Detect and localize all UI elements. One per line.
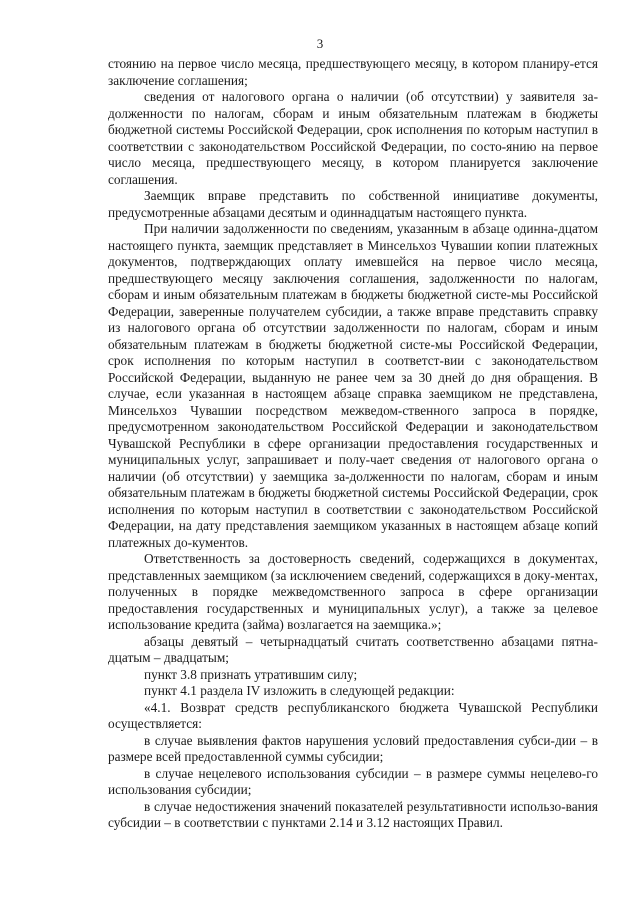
paragraph: пункт 4.1 раздела IV изложить в следующей редакции:	[144, 683, 455, 698]
paragraph: сведения от налогового органа о наличии (об отсутствии) у заявителя за-долженности по налогам, сборам и иным обязательным платежам в бюджеты бюджетной системы Российской Федерации, срок исполнения по которым наступил в соответствии с законодательством Российской Федерации, по состо-янию на первое число месяца, предшествующего месяцу, в котором планируется заключение соглашения.	[108, 89, 598, 187]
paragraph: При наличии задолженности по сведениям, указанным в абзаце одинна-дцатом настоящего пункта, заемщик представляет в Минсельхоз Чувашии копии платежных документов, подтверждающих оплату имевшейся на первое число месяца, предшествующего месяцу заключения соглашения, задолженности по налогам, сборам и иным обязательным платежам в бюджеты бюджетной систе-мы Российской Федерации, заверенные получателем субсидии, а также вправе представить справку из налогового органа об отсутствии задолженности по налогам, сборам и иным обязательным платежам в бюджеты бюджетной систе-мы Российской Федерации, срок исполнения по которым наступил в соответст-вии с законодательством Российской Федерации, выданную не ранее чем за 30 дней до дня обращения. В случае, если указанная в настоящем абзаце справка заемщиком не представлена, Минсельхоз Чувашии посредством межведом-ственного запроса в порядке, предусмотренном законодательством Российской Федерации и законодательством Чувашской Республики в сфере организации предоставления государственных и муниципальных услуг, запрашивает и полу-чает сведения от налогового органа о наличии (об отсутствии) у заемщика за-долженности по налогам, сборам и иным обязательным платежам в бюджеты бюджетной системы Российской Федерации, срок исполнения по которым наступил в соответствии с законодательством Российской Федерации, на дату представления заемщиком указанных в настоящем абзаце копий платежных до-кументов.	[108, 221, 598, 550]
document-body	[108, 56, 598, 832]
paragraph: пункт 3.8 признать утратившим силу;	[144, 666, 358, 682]
paragraph: в случае нецелевого использования субсидии – в размере суммы нецелево-го использования субсидии;	[108, 765, 598, 797]
paragraph: абзацы девятый – четырнадцатый считать соответственно абзацами пятна-дцатым – двадцатым;	[108, 633, 598, 665]
paragraph: «4.1. Возврат средств республиканского бюджета Чувашской Республики осуществляется:	[108, 699, 598, 731]
paragraph: Ответственность за достоверность сведений, содержащихся в документах, представленных заемщиком (за исключением сведений, содержащихся в доку-ментах, полученных в порядке межведомственного запроса в сфере организации предоставления государственных и муниципальных услуг), а также за целевое использование кредита (займа) возлагается на заемщика.»;	[108, 551, 598, 632]
paragraph: стоянию на первое число месяца, предшествующего месяцу, в котором планиру-ется заключение соглашения;	[108, 56, 598, 88]
paragraph: в случае недостижения значений показателей результативности использо-вания субсидии – в соответствии с пунктами 2.14 и 3.12 настоящих Правил.	[108, 798, 598, 830]
paragraph: Заемщик вправе представить по собственной инициативе документы, предусмотренные абзацами десятым и одиннадцатым настоящего пункта.	[108, 188, 598, 220]
page-number: 3	[316, 36, 324, 51]
paragraph: в случае выявления фактов нарушения условий предоставления субси-дии – в размере всей предоставленной суммы субсидии;	[108, 732, 598, 764]
